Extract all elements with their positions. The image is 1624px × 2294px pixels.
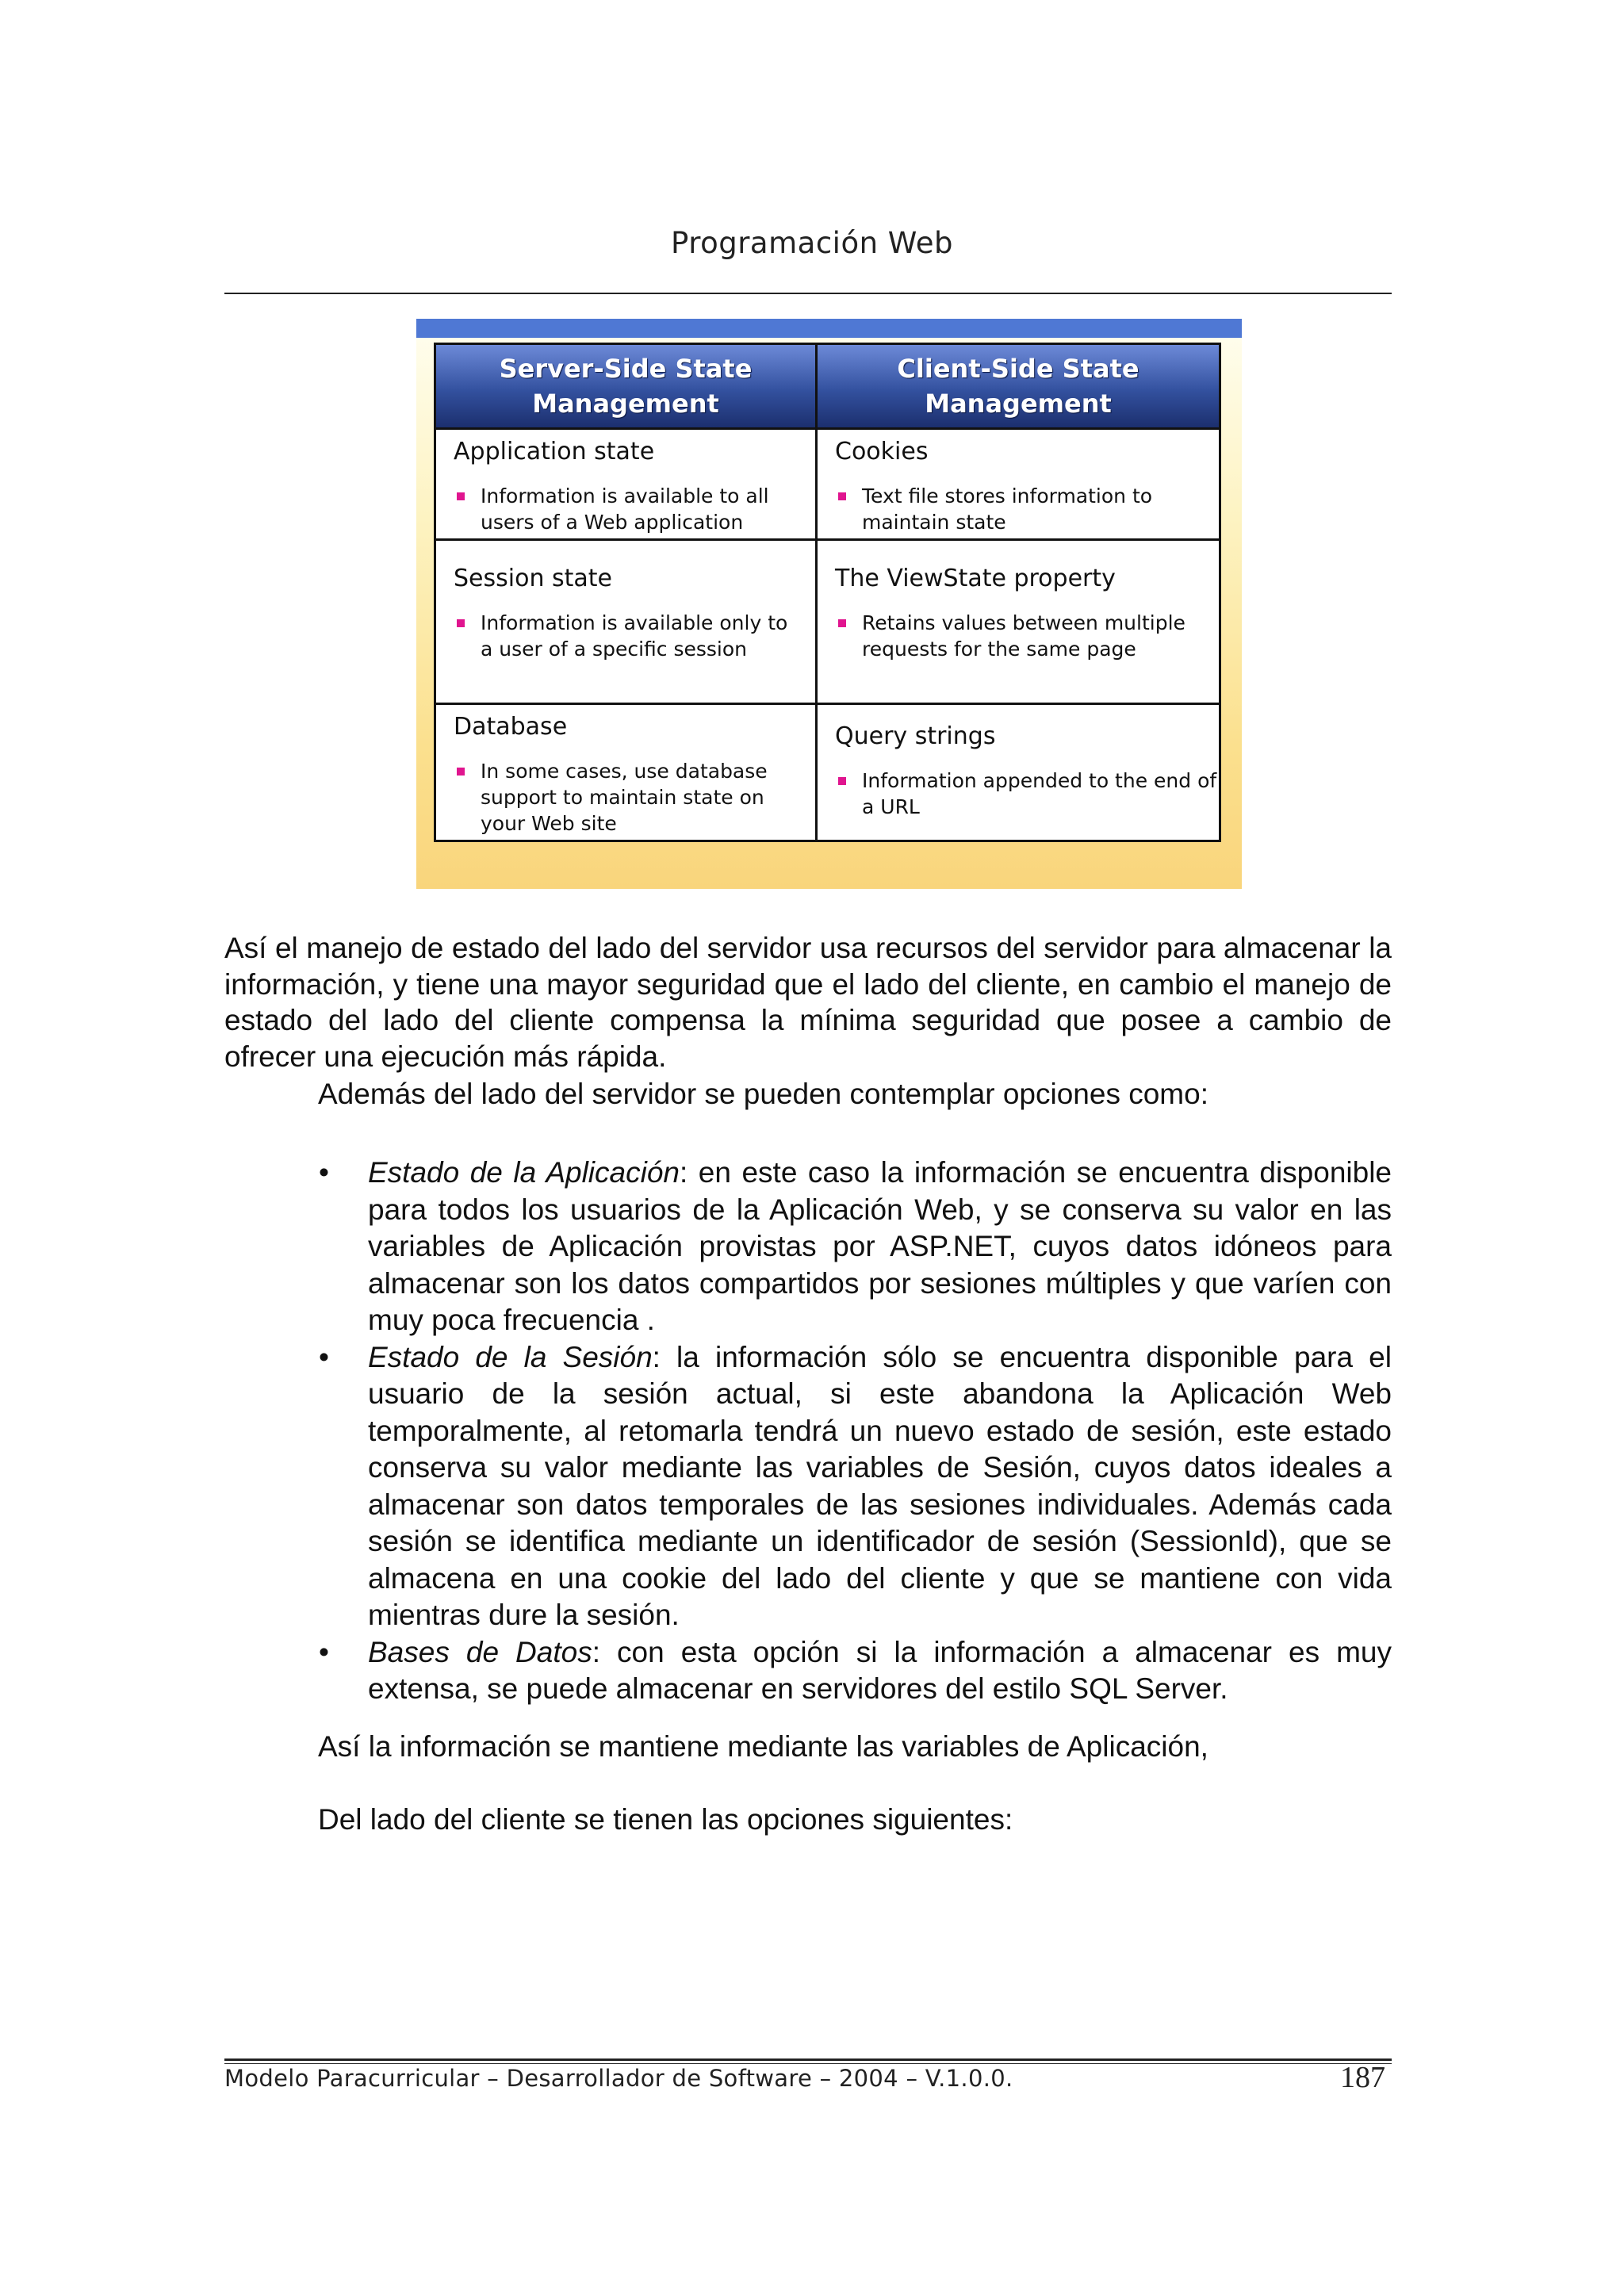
body-paragraph: Del lado del cliente se tienen las opciones siguientes:	[318, 1803, 1013, 1836]
cell-title: The ViewState property	[835, 565, 1116, 592]
column-header-line: Management	[532, 389, 719, 419]
list-item-text: : en este caso la información se encuentra disponible para todos los usuarios de la Aplicación Web, y se conserva su valor en las variables de Aplicación provistas por ASP.NET, cuyos datos idóneos para almacenar son los datos compartidos por sesiones múltiples y que varíen con muy poca frecuencia .	[368, 1156, 1392, 1336]
cell-item-text: Information is available only to a user of a specific session	[481, 611, 788, 661]
footer-text: Modelo Paracurricular – Desarrollador de Software – 2004 – V.1.0.0.	[224, 2065, 1013, 2092]
cell-item-text: Information appended to the end of a URL	[862, 769, 1217, 818]
body-paragraph: Así el manejo de estado del lado del servidor usa recursos del servidor para almacenar la información, y tiene una mayor seguridad que el lado del cliente, en cambio el manejo de estado del lado del cliente compensa la mínima seguridad que posee a cambio de ofrecer una ejecución más rápida.	[224, 932, 1392, 1073]
cell-item-text: Retains values between multiple requests for the same page	[862, 611, 1185, 661]
body-paragraph: Además del lado del servidor se pueden contemplar opciones como:	[318, 1078, 1208, 1110]
cell-item	[454, 610, 815, 662]
header-rule	[224, 293, 1392, 294]
cell-title: Cookies	[835, 438, 929, 465]
list-item	[317, 1155, 1392, 1339]
list-item	[317, 1634, 1392, 1708]
square-bullet-icon	[457, 768, 465, 776]
state-management-table	[434, 343, 1221, 842]
column-header-line: Server-Side State	[499, 354, 753, 384]
cell-title: Session state	[454, 565, 612, 592]
table-cell	[436, 703, 815, 840]
column-header-client	[815, 345, 1219, 427]
list-item-text: : la información sólo se encuentra disponible para el usuario de la sesión actual, si este abandona la Aplicación Web temporalmente, al retomarla tendrá un nuevo estado de sesión, este estado conserva su valor mediante las variables de Sesión, cuyos datos ideales a almacenar son datos temporales de las sesiones individuales. Además cada sesión se identifica mediante un identificador de sesión (SessionId), que se almacena en una cookie del lado del cliente y que se mantiene con vida mientras dure la sesión.	[368, 1340, 1392, 1631]
cell-item	[835, 768, 1219, 820]
list-item	[317, 1339, 1392, 1634]
cell-item	[835, 610, 1219, 662]
bullet-dot-icon: •	[319, 1156, 329, 1189]
cell-item	[835, 483, 1219, 535]
column-header-line: Client-Side State	[897, 354, 1139, 384]
column-header-line: Management	[925, 389, 1112, 419]
table-cell	[436, 538, 815, 703]
list-item-term: Estado de la Aplicación	[368, 1156, 680, 1189]
state-management-figure	[416, 319, 1242, 889]
footer-rule	[224, 2058, 1392, 2061]
figure-top-bar	[416, 319, 1242, 338]
square-bullet-icon	[457, 619, 465, 627]
cell-title: Application state	[454, 438, 655, 465]
table-cell	[815, 427, 1219, 538]
page-number: 187	[1340, 2061, 1385, 2094]
footer-rule	[224, 2063, 1392, 2064]
cell-item	[454, 483, 815, 535]
page-header-title: Programación Web	[671, 226, 953, 260]
cell-item-text: In some cases, use database support to maintain state on your Web site	[481, 760, 768, 835]
list-item-text: : con esta opción si la información a almacenar es muy extensa, se puede almacenar en servidores del estilo SQL Server.	[368, 1635, 1392, 1705]
list-item-term: Estado de la Sesión	[368, 1340, 653, 1373]
bullet-dot-icon: •	[319, 1635, 329, 1668]
cell-title: Database	[454, 713, 568, 741]
cell-item-text: Information is available to all users of a Web application	[481, 484, 769, 534]
column-header-server	[436, 345, 815, 427]
cell-title: Query strings	[835, 722, 996, 750]
table-cell	[815, 538, 1219, 703]
square-bullet-icon	[838, 492, 846, 500]
square-bullet-icon	[457, 492, 465, 500]
body-paragraph: Así la información se mantiene mediante las variables de Aplicación,	[318, 1730, 1208, 1763]
table-cell	[436, 427, 815, 538]
square-bullet-icon	[838, 777, 846, 785]
table-cell	[815, 703, 1219, 840]
list-item-term: Bases de Datos	[368, 1635, 592, 1668]
bullet-dot-icon: •	[319, 1340, 329, 1373]
bullet-list	[317, 1155, 1392, 1708]
square-bullet-icon	[838, 619, 846, 627]
cell-item-text: Text file stores information to maintain state	[862, 484, 1153, 534]
cell-item	[454, 758, 815, 837]
